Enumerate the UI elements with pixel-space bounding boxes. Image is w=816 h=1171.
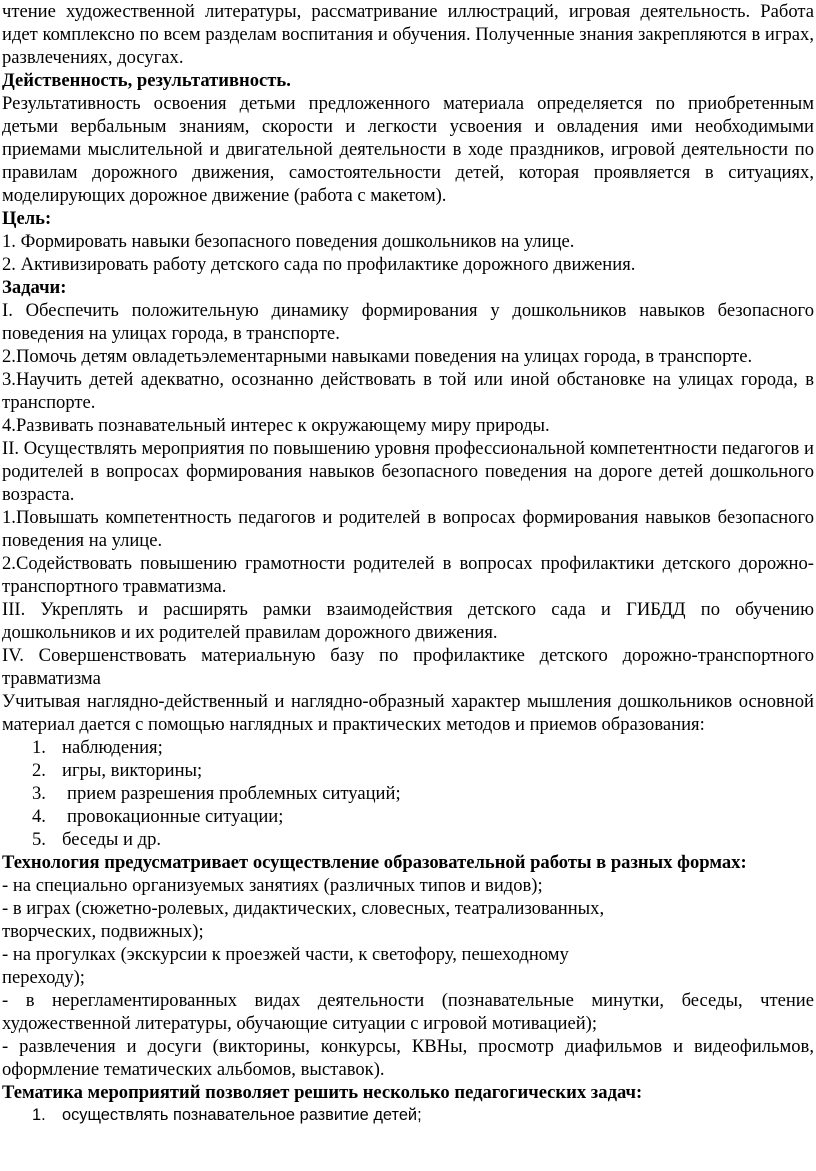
list-text: прием разрешения проблемных ситуаций;: [67, 783, 401, 804]
list-number: 1.: [32, 737, 46, 758]
forms-heading: Технология предусматривает осуществление образовательной работы в разных формах:: [2, 852, 747, 873]
task-item: 3.Научить детей адекватно, осознанно действовать в той или иной обстановке на улицах города, в транспорте.: [2, 369, 814, 413]
methods-list-item: [2, 759, 814, 782]
list-number: 4.: [32, 806, 46, 827]
methods-list-item: [2, 828, 814, 851]
document-page: [2, 0, 814, 1127]
tasks-heading: Задачи:: [2, 277, 67, 298]
task-item: 2.Помочь детям овладетьэлементарными навыками поведения на улицах города, в транспорте.: [2, 346, 753, 367]
topics-list-item: [2, 1104, 814, 1127]
goal-item: 2. Активизировать работу детского сада по профилактике дорожного движения.: [2, 254, 636, 275]
effectiveness-paragraph: Результативность освоения детьми предложенного материала определяется по приобретенным детьми вербальным знаниям, скорости и легкости усвоения и овладения ими необходимыми приемами мыслительной и двигательной деятельности в ходе праздников, игровой деятельности по правилам дорожного движения, самостоятельности детей, которая проявляется в ситуациях, моделирующих дорожное движение (работа с макетом).: [2, 93, 814, 206]
forms-item: - в нерегламентированных видах деятельности (познавательные минутки, беседы, чтение художественной литературы, обучающие ситуации с игровой мотивацией);: [2, 990, 814, 1034]
forms-item: творческих, подвижных);: [2, 921, 204, 942]
list-number: 5.: [32, 829, 46, 850]
task-item: II. Осуществлять мероприятия по повышению уровня профессиональной компетентности педагогов и родителей в вопросах формирования навыков безопасного поведения на дороге детей дошкольного возраста.: [2, 438, 814, 505]
list-number: 3.: [32, 783, 46, 804]
forms-item: переходу);: [2, 967, 85, 988]
list-text: провокационные ситуации;: [67, 806, 284, 827]
task-item: 4.Развивать познавательный интерес к окружающему миру природы.: [2, 415, 550, 436]
list-text: наблюдения;: [62, 737, 163, 758]
list-text: игры, викторины;: [62, 760, 203, 781]
goal-item: 1. Формировать навыки безопасного поведения дошкольников на улице.: [2, 231, 575, 252]
list-number: 1.: [32, 1106, 46, 1124]
forms-item: - на прогулках (экскурсии к проезжей части, к светофору, пешеходному: [2, 944, 569, 965]
forms-item: - на специально организуемых занятиях (различных типов и видов);: [2, 875, 543, 896]
list-number: 2.: [32, 760, 46, 781]
task-item: 2.Содействовать повышению грамотности родителей в вопросах профилактики детского дорожно-транспортного травматизма.: [2, 553, 814, 597]
methods-paragraph: Учитывая наглядно-действенный и наглядно-образный характер мышления дошкольников основной материал дается с помощью наглядных и практических методов и приемов образования:: [2, 691, 814, 735]
methods-list-item: [2, 736, 814, 759]
methods-list-item: [2, 805, 814, 828]
effectiveness-heading: Действенность, результативность.: [2, 70, 291, 91]
forms-item: - развлечения и досуги (викторины, конкурсы, КВНы, просмотр диафильмов и видеофильмов, оформление тематических альбомов, выставок).: [2, 1036, 814, 1080]
task-item: 1.Повышать компетентность педагогов и родителей в вопросах формирования навыков безопасного поведения на улице.: [2, 507, 814, 551]
list-text: осуществлять познавательное развитие детей;: [62, 1106, 422, 1124]
goal-heading: Цель:: [2, 208, 52, 229]
task-item: III. Укреплять и расширять рамки взаимодействия детского сада и ГИБДД по обучению дошкольников и их родителей правилам дорожного движения.: [2, 599, 814, 643]
list-text: беседы и др.: [62, 829, 162, 850]
intro-paragraph: чтение художественной литературы, рассматривание иллюстраций, игровая деятельность. Работа идет комплексно по всем разделам воспитания и обучения. Полученные знания закрепляются в играх, развлечениях, досугах.: [2, 1, 814, 68]
methods-list-item: [2, 782, 814, 805]
topics-heading: Тематика мероприятий позволяет решить несколько педагогических задач:: [2, 1082, 643, 1103]
task-item: I. Обеспечить положительную динамику формирования у дошкольников навыков безопасного поведения на улицах города, в транспорте.: [2, 300, 814, 344]
forms-item: - в играх (сюжетно-ролевых, дидактических, словесных, театрализованных,: [2, 898, 605, 919]
task-item: IV. Совершенствовать материальную базу по профилактике детского дорожно-транспортного травматизма: [2, 645, 814, 689]
